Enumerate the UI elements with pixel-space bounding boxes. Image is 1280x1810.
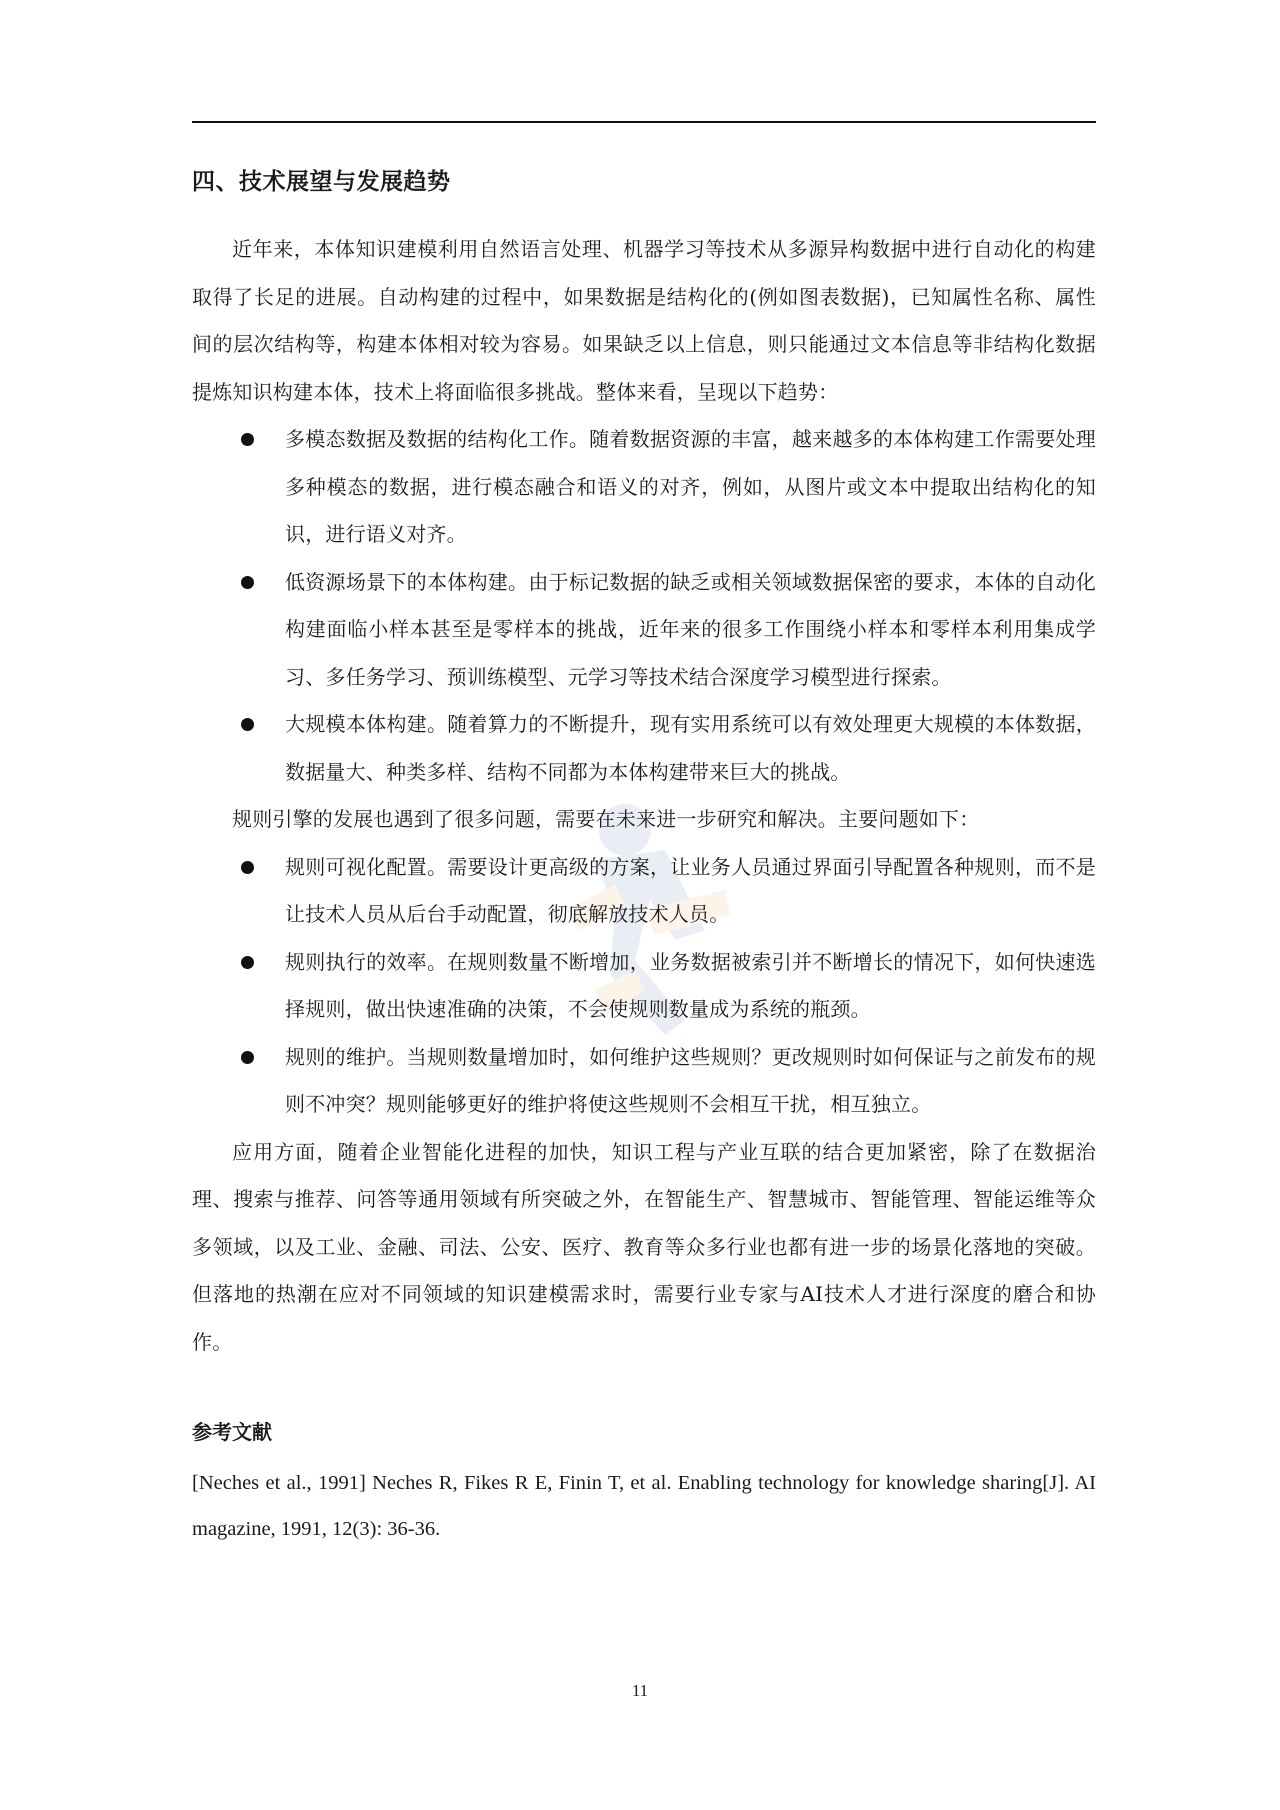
bullet-icon	[241, 861, 254, 874]
bullet-icon	[241, 718, 254, 731]
list-item	[192, 416, 1096, 559]
section-title: 四、技术展望与发展趋势	[192, 169, 451, 195]
ontology-trends-list	[192, 416, 1096, 796]
list-item	[192, 939, 1096, 1034]
header-rule	[192, 121, 1096, 123]
references-title: 参考文献	[192, 1420, 272, 1444]
list-item-text: 规则可视化配置。需要设计更高级的方案，让业务人员通过界面引导配置各种规则，而不是让技术人员从后台手动配置，彻底解放技术人员。	[285, 854, 1096, 926]
application-paragraph: 应用方面，随着企业智能化进程的加快，知识工程与产业互联的结合更加紧密，除了在数据治理、搜索与推荐、问答等通用领域有所突破之外，在智能生产、智慧城市、智能管理、智能运维等众多领域，以及工业、金融、司法、公安、医疗、教育等众多行业也都有进一步的场景化落地的突破。但落地的热潮在应对不同领域的知识建模需求时，需要行业专家与AI技术人才进行深度的磨合和协作。	[192, 1139, 1096, 1354]
list-item	[192, 559, 1096, 702]
intro-paragraph: 近年来，本体知识建模利用自然语言处理、机器学习等技术从多源异构数据中进行自动化的构建取得了长足的进展。自动构建的过程中，如果数据是结构化的(例如图表数据)，已知属性名称、属性间的层次结构等，构建本体相对较为容易。如果缺乏以上信息，则只能通过文本信息等非结构化数据提炼知识构建本体，技术上将面临很多挑战。整体来看，呈现以下趋势：	[192, 237, 1096, 404]
list-item-text: 大规模本体构建。随着算力的不断提升，现有实用系统可以有效处理更大规模的本体数据，数据量大、种类多样、结构不同都为本体构建带来巨大的挑战。	[285, 712, 1096, 784]
page-number: 11	[631, 1681, 649, 1700]
rules-paragraph: 规则引擎的发展也遇到了很多问题，需要在未来进一步研究和解决。主要问题如下：	[232, 807, 980, 831]
list-item-text: 低资源场景下的本体构建。由于标记数据的缺乏或相关领域数据保密的要求，本体的自动化构建面临小样本甚至是零样本的挑战，近年来的很多工作围绕小样本和零样本利用集成学习、多任务学习、预训练模型、元学习等技术结合深度学习模型进行探索。	[285, 569, 1096, 689]
bullet-icon	[241, 956, 254, 969]
rule-issues-list	[192, 844, 1096, 1129]
bullet-icon	[241, 433, 254, 446]
reference-item: [Neches et al., 1991] Neches R, Fikes R E, Finin T, et al. Enabling technology for knowledge sharing[J]. AI magazine, 1991, 12(3): 36-36.	[192, 1472, 1096, 1540]
list-item	[192, 1034, 1096, 1129]
list-item-text: 多模态数据及数据的结构化工作。随着数据资源的丰富，越来越多的本体构建工作需要处理多种模态的数据，进行模态融合和语义的对齐，例如，从图片或文本中提取出结构化的知识，进行语义对齐。	[285, 427, 1096, 546]
main-content	[192, 164, 1096, 1552]
list-item	[192, 701, 1096, 796]
bullet-icon	[241, 576, 254, 589]
list-item-text: 规则的维护。当规则数量增加时，如何维护这些规则？更改规则时如何保证与之前发布的规则不冲突？规则能够更好的维护将使这些规则不会相互干扰，相互独立。	[285, 1044, 1096, 1116]
bullet-icon	[241, 1051, 254, 1064]
list-item	[192, 844, 1096, 939]
list-item-text: 规则执行的效率。在规则数量不断增加，业务数据被索引并不断增长的情况下，如何快速选择规则，做出快速准确的决策，不会使规则数量成为系统的瓶颈。	[285, 949, 1096, 1021]
